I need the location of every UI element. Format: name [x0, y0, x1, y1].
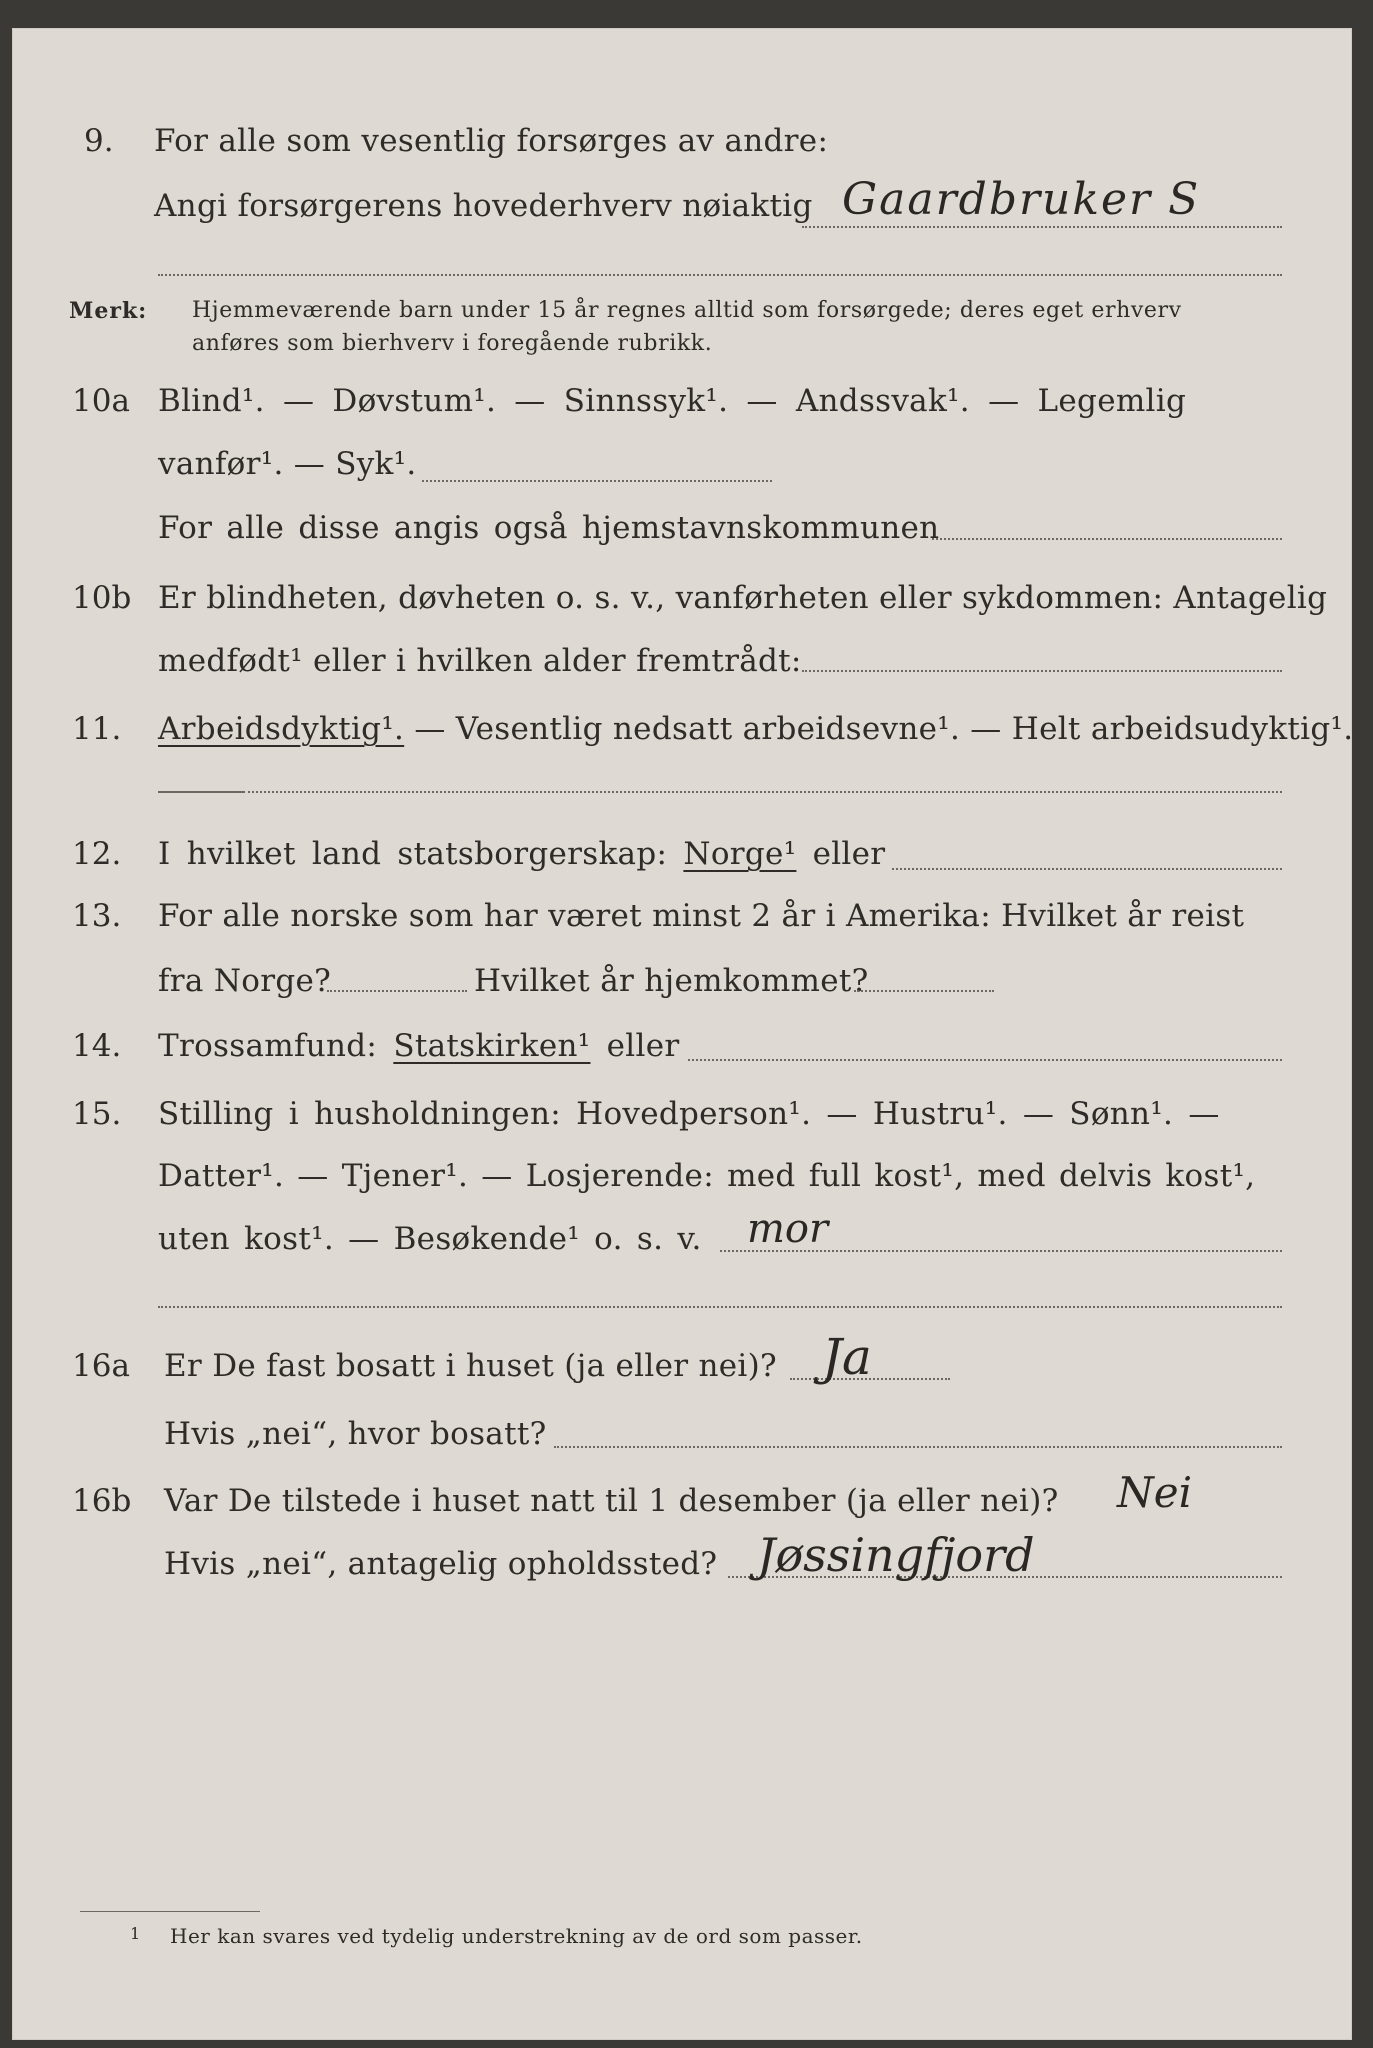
q10a-question-line1: Blind¹. — Døvstum¹. — Sinnssyk¹. — Andssvak¹. — Legemlig [158, 383, 1187, 419]
footnote-mark: 1 [130, 1924, 141, 1943]
q11-answer-line-start [158, 791, 243, 793]
q15-handwritten-answer: mor [747, 1206, 829, 1252]
q12-question: I hvilket land statsborgerskap: Norge¹ eller [158, 836, 886, 872]
q16a-handwritten-answer: Ja [822, 1328, 872, 1386]
q9-question-line1: For alle som vesentlig forsørges av andre: [154, 123, 829, 159]
q15-number: 15. [72, 1096, 122, 1132]
q10a-answer-line [422, 480, 772, 482]
q12-underlined-answer: Norge¹ [683, 836, 797, 872]
q15-extra-answer-line [158, 1306, 1282, 1308]
q10a-number: 10a [72, 383, 130, 419]
q16b-question-line1: Var De tilstede i huset natt til 1 desember (ja eller nei)? [164, 1483, 1059, 1519]
merk-note-line2: anføres som bierhverv i foregående rubrikk. [192, 331, 713, 356]
q10a-question-line3: For alle disse angis også hjemstavnskommunen [158, 510, 940, 546]
q16b-handwritten-answer1: Nei [1117, 1468, 1193, 1517]
q9-answer-line [802, 226, 1282, 228]
q13-question-line2a: fra Norge? [158, 963, 332, 999]
q10b-number: 10b [72, 580, 132, 616]
footnote-text: Her kan svares ved tydelig understrekning av de ord som passer. [170, 1924, 863, 1948]
q13-number: 13. [72, 898, 122, 934]
merk-label: Merk: [69, 298, 148, 324]
q13-question-line2b: Hvilket år hjemkommet? [474, 963, 869, 999]
q16b-question-line2: Hvis „nei“, antagelig opholdssted? [164, 1546, 718, 1582]
q12-number: 12. [72, 836, 122, 872]
q13-hjemkommet-line [854, 990, 994, 992]
q14-number: 14. [72, 1028, 122, 1064]
q16a-bosatt-line [554, 1446, 1282, 1448]
q15-question-line2: Datter¹. — Tjener¹. — Losjerende: med full kost¹, med delvis kost¹, [158, 1158, 1256, 1194]
q14-question: Trossamfund: Statskirken¹ eller [158, 1028, 680, 1064]
q15-question-line1: Stilling i husholdningen: Hovedperson¹. — Hustru¹. — Sønn¹. — [158, 1096, 1220, 1132]
q16a-question-line2: Hvis „nei“, hvor bosatt? [164, 1416, 547, 1452]
q13-reist-line [327, 990, 467, 992]
q10a-question-line2: vanfør¹. — Syk¹. [158, 446, 417, 482]
q16b-handwritten-answer2: Jøssingfjord [757, 1528, 1035, 1582]
q11-answer-line [243, 791, 1282, 793]
q15-question-line3: uten kost¹. — Besøkende¹ o. s. v. [158, 1221, 702, 1257]
q16b-number: 16b [72, 1483, 132, 1519]
q11-underlined-answer: Arbeidsdyktig¹. [158, 711, 405, 747]
q9-number: 9. [84, 123, 114, 159]
q9-extra-answer-line [158, 274, 1282, 276]
q10a-kommune-line [932, 538, 1282, 540]
q10b-question-line1: Er blindheten, døvheten o. s. v., vanførheten eller sykdommen: Antagelig [158, 580, 1328, 616]
census-form-page [12, 28, 1352, 2040]
q11-number: 11. [72, 711, 122, 747]
q10b-answer-line [802, 670, 1282, 672]
merk-note-line1: Hjemmeværende barn under 15 år regnes alltid som forsørgede; deres eget erhverv [192, 298, 1182, 323]
q14-answer-line [688, 1059, 1282, 1061]
q11-question: Arbeidsdyktig¹. — Vesentlig nedsatt arbeidsevne¹. — Helt arbeidsudyktig¹. [158, 711, 1354, 747]
q9-handwritten-answer: Gaardbruker S [842, 174, 1201, 225]
footnote-rule [80, 1911, 260, 1912]
q12-answer-line [892, 868, 1282, 870]
q14-underlined-answer: Statskirken¹ [393, 1028, 591, 1064]
q13-question-line1: For alle norske som har været minst 2 år i Amerika: Hvilket år reist [158, 898, 1245, 934]
q16a-question-line1: Er De fast bosatt i huset (ja eller nei)? [164, 1348, 777, 1384]
q10b-question-line2: medfødt¹ eller i hvilken alder fremtrådt: [158, 643, 802, 679]
q9-question-line2: Angi forsørgerens hovederhverv nøiaktig [154, 188, 813, 224]
q16a-number: 16a [72, 1348, 130, 1384]
